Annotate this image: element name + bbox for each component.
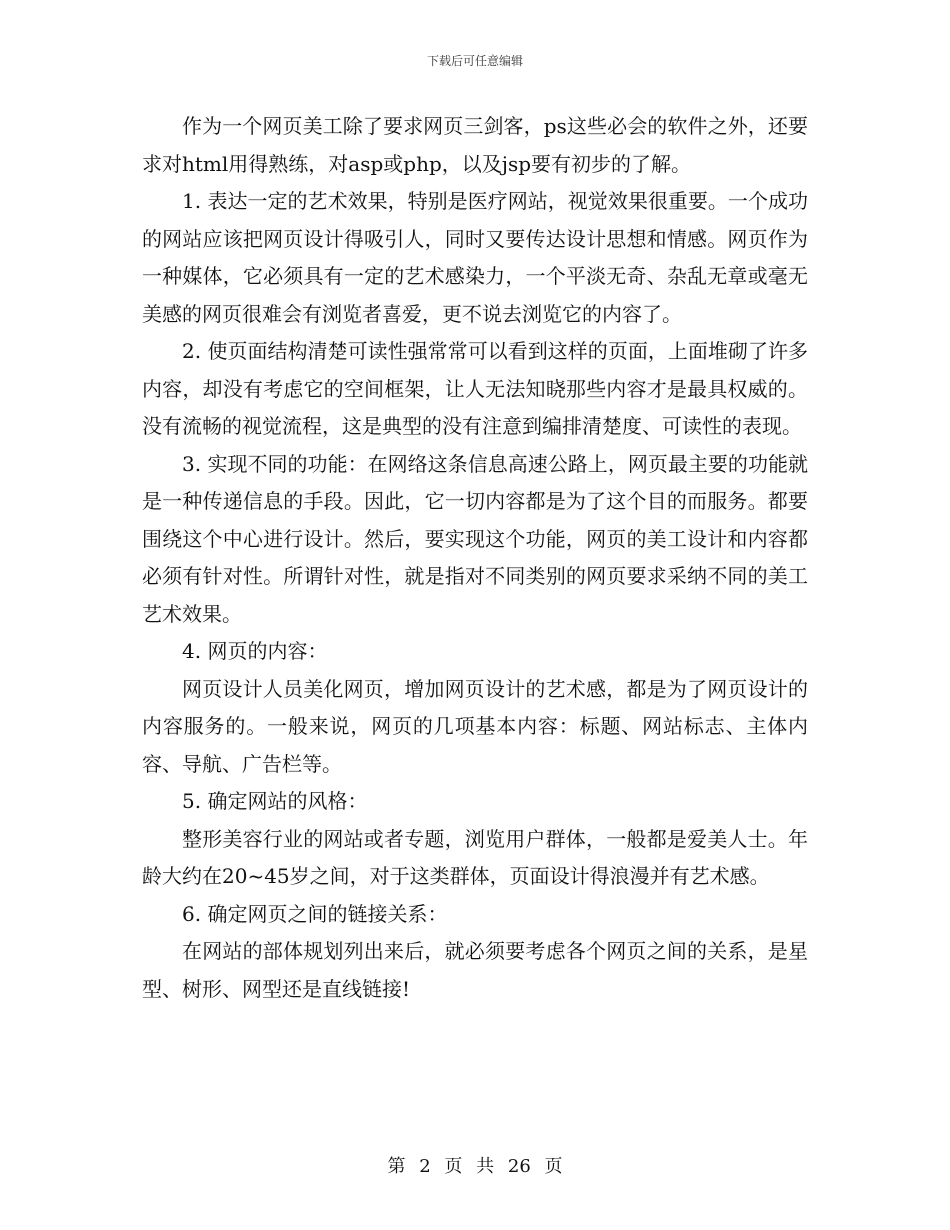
paragraph-item-6-body: 在网站的部体规划列出来后，就必须要考虑各个网页之间的关系，是星型、树形、网型还是直线链接! xyxy=(142,939,808,1001)
page-number-footer xyxy=(0,1152,950,1178)
paragraph-item-5-body: 整形美容行业的网站或者专题，浏览用户群体，一般都是爱美人士。年龄大约在20~45岁之间，对于这类群体，页面设计得浪漫并有艺术感。 xyxy=(142,826,808,888)
footer-suffix: 页 xyxy=(544,1156,563,1177)
footer-prefix: 第 xyxy=(387,1156,406,1177)
paragraph-item-2: 2. 使页面结构清楚可读性强常常可以看到这样的页面，上面堆砌了许多内容，却没有考虑它的空间框架，让人无法知晓那些内容才是最具权威的。没有流畅的视觉流程，这是典型的没有注意到编排清楚度、可读性的表现。 xyxy=(142,339,808,438)
footer-page-word: 页 xyxy=(444,1156,463,1177)
heading-item-6: 6. 确定网页之间的链接关系： xyxy=(182,901,448,926)
paragraph-item-1: 1. 表达一定的艺术效果，特别是医疗网站，视觉效果很重要。一个成功的网站应该把网页设计得吸引人，同时又要传达设计思想和情感。网页作为一种媒体，它必须具有一定的艺术感染力，一个平淡无奇、杂乱无章或毫无美感的网页很难会有浏览者喜爱，更不说去浏览它的内容了。 xyxy=(142,189,808,326)
document-body xyxy=(142,108,808,1008)
footer-current-page: 2 xyxy=(419,1156,431,1177)
paragraph-intro: 作为一个网页美工除了要求网页三剑客，ps这些必会的软件之外，还要求对html用得熟练，对asp或php，以及jsp要有初步的了解。 xyxy=(142,114,808,176)
paragraph-item-4-body: 网页设计人员美化网页，增加网页设计的艺术感，都是为了网页设计的内容服务的。一般来说，网页的几项基本内容：标题、网站标志、主体内容、导航、广告栏等。 xyxy=(142,676,808,776)
footer-total-word: 共 xyxy=(476,1156,495,1177)
page-header-note: 下载后可任意编辑 xyxy=(426,54,523,68)
footer-total-pages: 26 xyxy=(507,1156,531,1177)
heading-item-4: 4. 网页的内容： xyxy=(182,639,328,663)
paragraph-item-3: 3. 实现不同的功能：在网络这条信息高速公路上，网页最主要的功能就是一种传递信息的手段。因此，它一切内容都是为了这个目的而服务。都要围绕这个中心进行设计。然后，要实现这个功能，网页的美工设计和内容都必须有针对性。所谓针对性，就是指对不同类别的网页要求采纳不同的美工艺术效果。 xyxy=(142,451,808,626)
heading-item-5: 5. 确定网站的风格： xyxy=(182,789,368,813)
